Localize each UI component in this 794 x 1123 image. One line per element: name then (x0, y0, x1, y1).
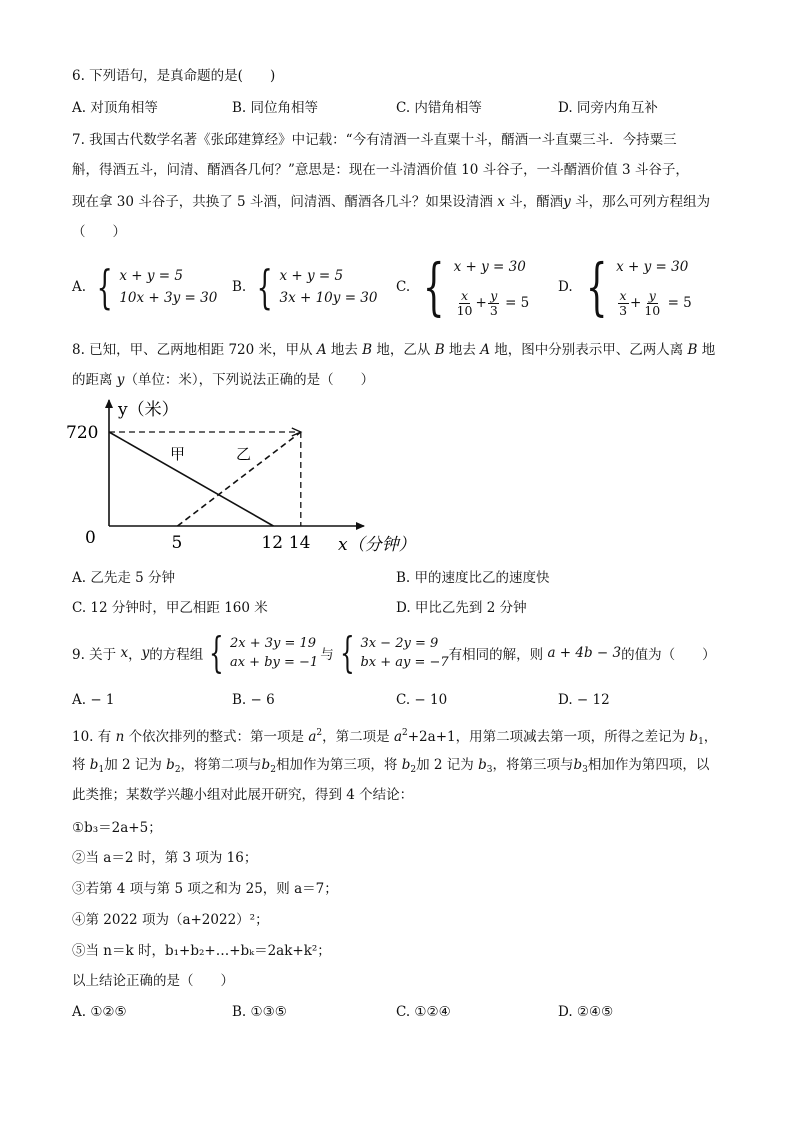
q7-stem-line-3: 现在拿 30 斗谷子，共换了 5 斗酒，问清酒、醑酒各几斗？如果设清酒 x 斗，醑酒y 斗，那么可列方程组为 (72, 194, 711, 210)
x-tick-label-5: 5 (171, 533, 183, 553)
q10-option-c[interactable]: C. ①②④ (396, 1004, 451, 1020)
q6-option-a[interactable]: A. 对顶角相等 (72, 100, 158, 116)
brace-icon: { (256, 260, 273, 314)
q10-conclusion-5: ⑤当 n＝k 时，b₁+b₂+…+bₖ＝2ak+k²； (72, 943, 331, 959)
y-tick-label-720: 720 (66, 423, 99, 443)
y-axis-label: y（米） (118, 400, 179, 420)
brace-icon: { (96, 260, 113, 314)
q6-option-d[interactable]: D. 同旁内角互补 (558, 100, 658, 116)
q10-conclusion-3: ③若第 4 项与第 5 项之和为 25，则 a＝7； (72, 881, 338, 897)
q6-option-b[interactable]: B. 同位角相等 (232, 100, 319, 116)
q9-option-b[interactable]: B. − 6 (232, 692, 275, 708)
brace-icon: { (209, 628, 224, 677)
series-label-yi: 乙 (236, 445, 252, 463)
q8-option-c[interactable]: C. 12 分钟时，甲乙相距 160 米 (72, 600, 268, 616)
q6-option-c[interactable]: C. 内错角相等 (396, 100, 482, 116)
q8-stem-line-1: 8. 已知，甲、乙两地相距 720 米，甲从 A 地去 B 地，乙从 B 地去 A 地，图中分别表示甲、乙两人离 B 地 (72, 342, 716, 358)
q9-stem: 9. 关于 x ， y 的方程组 { 2x + 3y = 19 ax + by = −1 与 { 3x − 2y = 9 bx + ay = −7 有相同的解，则 a + 4b − 3 的值为（ ） (72, 628, 716, 677)
q10-option-d[interactable]: D. ②④⑤ (558, 1004, 614, 1020)
q7-option-a[interactable]: A. { x + y = 5 10x + 3y = 30 (72, 260, 218, 314)
x-tick-label-12: 12 (261, 533, 284, 553)
series-label-jia: 甲 (170, 445, 186, 463)
q6-stem: 6. 下列语句，是真命题的是( ) (72, 68, 276, 84)
q7-stem-line-4: （ ） (72, 224, 126, 240)
q7-option-b[interactable]: B. { x + y = 5 3x + 10y = 30 (232, 260, 378, 314)
q10-conclusion-4: ④第 2022 项为（a+2022）²； (72, 912, 269, 928)
q7-option-c[interactable]: C. { x + y = 30 $\frac{x}{10}$ + $\frac{y}{3}$ = 5 (396, 250, 530, 323)
q9-option-a[interactable]: A. − 1 (72, 692, 115, 708)
q10-conclusion-1: ①b₃＝2a+5； (72, 820, 162, 836)
q8-stem-line-2: 的距离 y（单位：米），下列说法正确的是（ ） (72, 372, 375, 388)
q7-stem-line-1: 7. 我国古代数学名著《张邱建算经》中记载：“今有清酒一斗直粟十斗，醑酒一斗直粟三斗．今持粟三 (72, 132, 677, 148)
q9-option-c[interactable]: C. − 10 (396, 692, 448, 708)
x-tick-label-14: 14 (288, 533, 311, 553)
q10-option-a[interactable]: A. ①②⑤ (72, 1004, 127, 1020)
q10-stem-line-3: 此类推；某数学兴趣小组对此展开研究，得到 4 个结论： (72, 787, 414, 803)
x-axis-label: x（分钟） (338, 535, 416, 555)
q8-option-b[interactable]: B. 甲的速度比乙的速度快 (396, 570, 550, 586)
brace-icon: { (339, 628, 355, 677)
x-tick-label-0: 0 (85, 528, 96, 548)
q10-stem-line-1: 10. 有 n 个依次排列的整式：第一项是 $a^2$，第二项是 $a^2+2a+1$，用第二项减去第一项，所得之差记为 $b_1$， (72, 728, 718, 747)
q7-option-d[interactable]: D. { x + y = 30 $\frac{x}{3}$ + $\frac{y}{10}$ = 5 (558, 250, 692, 323)
q10-stem-line-2: 将 $b_1$加 2 记为 $b_2$，将第二项与$b_2$相加作为第三项，将 $b_2$加 2 记为 $b_3$，将第三项与$b_3$相加作为第四项，以 (72, 757, 710, 775)
q10-question: 以上结论正确的是（ ） (72, 973, 234, 989)
distance-time-graph (66, 396, 446, 560)
q10-option-b[interactable]: B. ①③⑤ (232, 1004, 287, 1020)
brace-icon: { (423, 250, 445, 323)
q9-option-d[interactable]: D. − 12 (558, 692, 610, 708)
q10-conclusion-2: ②当 a＝2 时，第 3 项为 16； (72, 850, 258, 866)
q8-option-d[interactable]: D. 甲比乙先到 2 分钟 (396, 600, 527, 616)
q8-option-a[interactable]: A. 乙先走 5 分钟 (72, 570, 176, 586)
q7-stem-line-2: 斛，得酒五斗，问清、醑酒各几何？”意思是：现在一斗清酒价值 10 斗谷子，一斗醑酒价值 3 斗谷子， (72, 162, 689, 178)
brace-icon: { (585, 250, 608, 323)
